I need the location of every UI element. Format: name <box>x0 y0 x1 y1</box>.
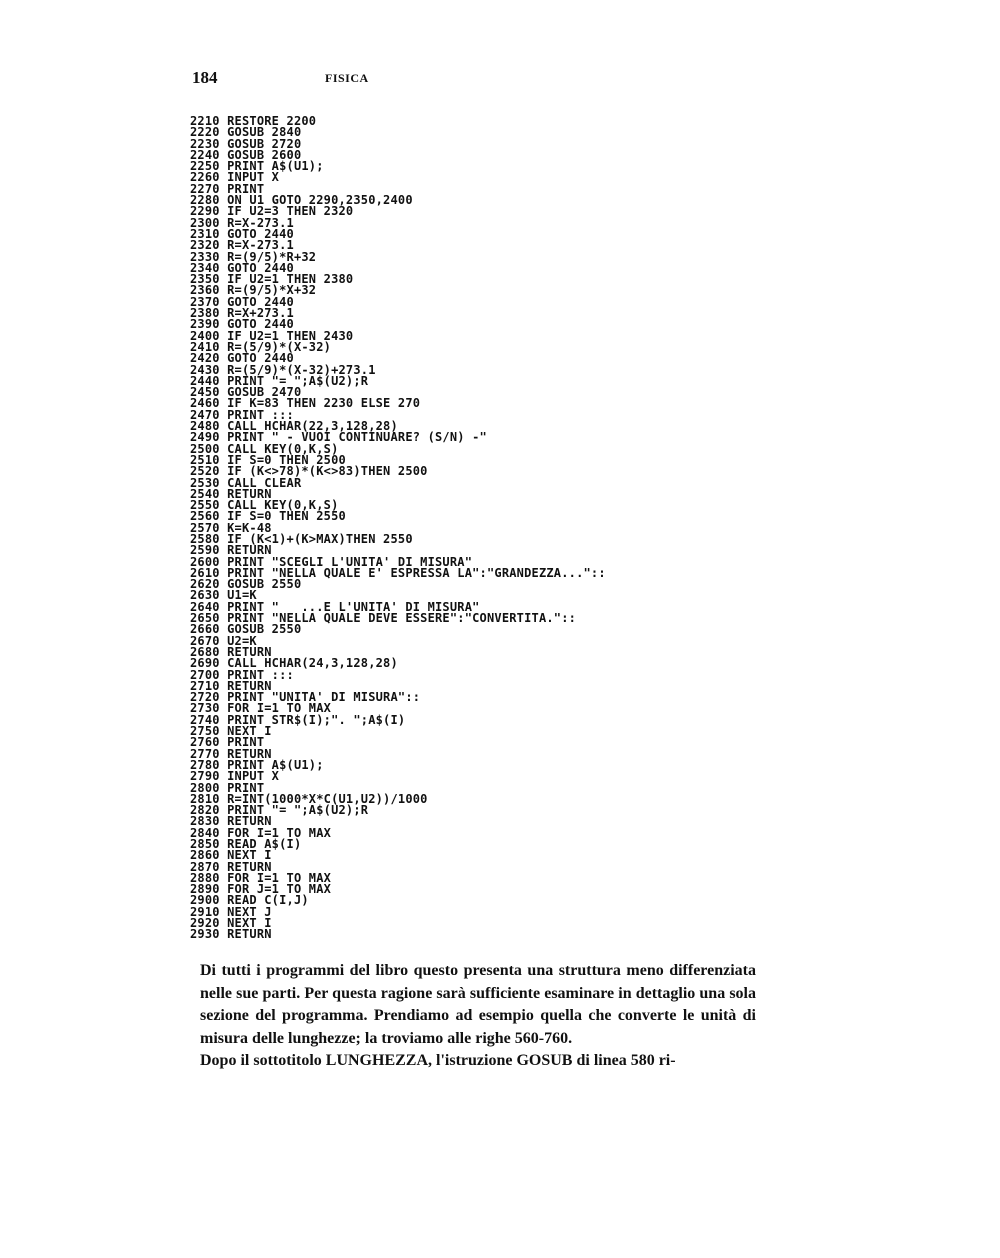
code-line: 2730 FOR I=1 TO MAX <box>190 701 332 716</box>
code-line: 2220 GOSUB 2840 <box>190 125 302 140</box>
code-line: 2790 INPUT X <box>190 769 280 784</box>
code-line: 2550 CALL KEY(0,K,S) <box>190 498 339 513</box>
code-line: 2760 PRINT <box>190 735 265 750</box>
code-line: 2640 PRINT " ...E L'UNITA' DI MISURA" <box>190 599 480 614</box>
page-number: 184 <box>192 68 218 87</box>
code-line: 2660 GOSUB 2550 <box>190 622 302 637</box>
code-line: 2260 INPUT X <box>190 170 280 185</box>
code-line: 2210 RESTORE 2200 <box>190 114 317 128</box>
code-line: 2380 R=X+273.1 <box>190 306 294 321</box>
code-line: 2890 FOR J=1 TO MAX <box>190 882 332 897</box>
code-line: 2490 PRINT " - VUOI CONTINUARE? (S/N) -" <box>190 430 487 445</box>
code-line: 2430 R=(5/9)*(X-32)+273.1 <box>190 362 376 377</box>
code-line: 2250 PRINT A$(U1); <box>190 159 324 174</box>
code-line: 2520 IF (K<>78)*(K<>83)THEN 2500 <box>190 464 428 479</box>
code-line: 2340 GOTO 2440 <box>190 260 294 275</box>
code-line: 2300 R=X-273.1 <box>190 215 294 230</box>
code-line: 2470 PRINT ::: <box>190 407 294 422</box>
code-line: 2360 R=(9/5)*X+32 <box>190 283 317 298</box>
code-line: 2570 K=K-48 <box>190 520 272 535</box>
code-line: 2370 GOTO 2440 <box>190 294 294 309</box>
code-line: 2750 NEXT I <box>190 724 272 739</box>
code-line: 2510 IF S=0 THEN 2500 <box>190 452 346 467</box>
code-line: 2480 CALL HCHAR(22,3,128,28) <box>190 419 398 434</box>
code-line: 2240 GOSUB 2600 <box>190 147 302 162</box>
paragraph: Di tutti i programmi del libro questo presenta una struttura meno differenziata nelle sue parti. Per questa ragione sarà sufficiente esaminare in dettaglio una sola sezione del programma. Prendiamo ad esempio quella che converte le unità di misura delle lunghezze; la troviamo alle righe 560-760. <box>200 962 756 1047</box>
code-line: 2690 CALL HCHAR(24,3,128,28) <box>190 656 398 671</box>
code-listing <box>190 116 750 941</box>
code-line: 2610 PRINT "NELLA QUALE E' ESPRESSA LA":"GRANDEZZA...":: <box>190 565 606 580</box>
code-line: 2450 GOSUB 2470 <box>190 385 302 400</box>
code-line: 2530 CALL CLEAR <box>190 475 302 490</box>
code-line: 2920 NEXT I <box>190 916 272 931</box>
code-line: 2560 IF S=0 THEN 2550 <box>190 509 346 524</box>
code-line: 2870 RETURN <box>190 859 272 874</box>
paragraph: Dopo il sottotitolo LUNGHEZZA, l'istruzione GOSUB di linea 580 ri- <box>200 1052 676 1070</box>
code-line: 2830 RETURN <box>190 814 272 829</box>
code-line: 2800 PRINT <box>190 780 265 795</box>
code-line: 2420 GOTO 2440 <box>190 351 294 366</box>
code-line: 2860 NEXT I <box>190 848 272 863</box>
code-line: 2290 IF U2=3 THEN 2320 <box>190 204 354 219</box>
code-line: 2710 RETURN <box>190 678 272 693</box>
code-line: 2310 GOTO 2440 <box>190 226 294 241</box>
code-line: 2230 GOSUB 2720 <box>190 136 302 151</box>
body-text <box>200 960 756 1073</box>
code-line: 2330 R=(9/5)*R+32 <box>190 249 317 264</box>
code-line: 2670 U2=K <box>190 633 257 648</box>
page-header <box>192 68 592 92</box>
code-line: 2390 GOTO 2440 <box>190 317 294 332</box>
code-line: 2630 U1=K <box>190 588 257 603</box>
code-line: 2460 IF K=83 THEN 2230 ELSE 270 <box>190 396 421 411</box>
code-line: 2500 CALL KEY(0,K,S) <box>190 441 339 456</box>
code-line: 2600 PRINT "SCEGLI L'UNITA' DI MISURA" <box>190 554 473 569</box>
code-line: 2440 PRINT "= ";A$(U2);R <box>190 373 369 388</box>
code-line: 2400 IF U2=1 THEN 2430 <box>190 328 354 343</box>
code-line: 2850 READ A$(I) <box>190 837 302 851</box>
code-line: 2740 PRINT STR$(I);". ";A$(I) <box>190 712 406 727</box>
code-line: 2280 ON U1 GOTO 2290,2350,2400 <box>190 193 413 208</box>
code-line: 2840 FOR I=1 TO MAX <box>190 825 332 840</box>
code-line: 2770 RETURN <box>190 746 272 761</box>
code-line: 2930 RETURN <box>190 927 272 942</box>
code-line: 2590 RETURN <box>190 543 272 558</box>
code-line: 2680 RETURN <box>190 644 272 659</box>
code-line: 2910 NEXT J <box>190 904 272 919</box>
code-line: 2350 IF U2=1 THEN 2380 <box>190 272 354 287</box>
code-line: 2580 IF (K<1)+(K>MAX)THEN 2550 <box>190 531 413 546</box>
code-line: 2620 GOSUB 2550 <box>190 577 302 592</box>
code-line: 2900 READ C(I,J) <box>190 893 309 908</box>
code-line: 2540 RETURN <box>190 486 272 501</box>
code-line: 2320 R=X-273.1 <box>190 238 294 253</box>
code-line: 2780 PRINT A$(U1); <box>190 757 324 772</box>
code-line: 2810 R=INT(1000*X*C(U1,U2))/1000 <box>190 791 428 806</box>
code-line: 2410 R=(5/9)*(X-32) <box>190 339 332 354</box>
code-line: 2650 PRINT "NELLA QUALE DEVE ESSERE":"CONVERTITA.":: <box>190 611 577 626</box>
code-line: 2700 PRINT ::: <box>190 667 294 682</box>
code-line: 2880 FOR I=1 TO MAX <box>190 870 332 885</box>
running-head: FISICA <box>325 71 369 85</box>
code-line: 2720 PRINT "UNITA' DI MISURA":: <box>190 690 421 705</box>
code-line: 2820 PRINT "= ";A$(U2);R <box>190 803 369 818</box>
code-line: 2270 PRINT <box>190 181 265 196</box>
